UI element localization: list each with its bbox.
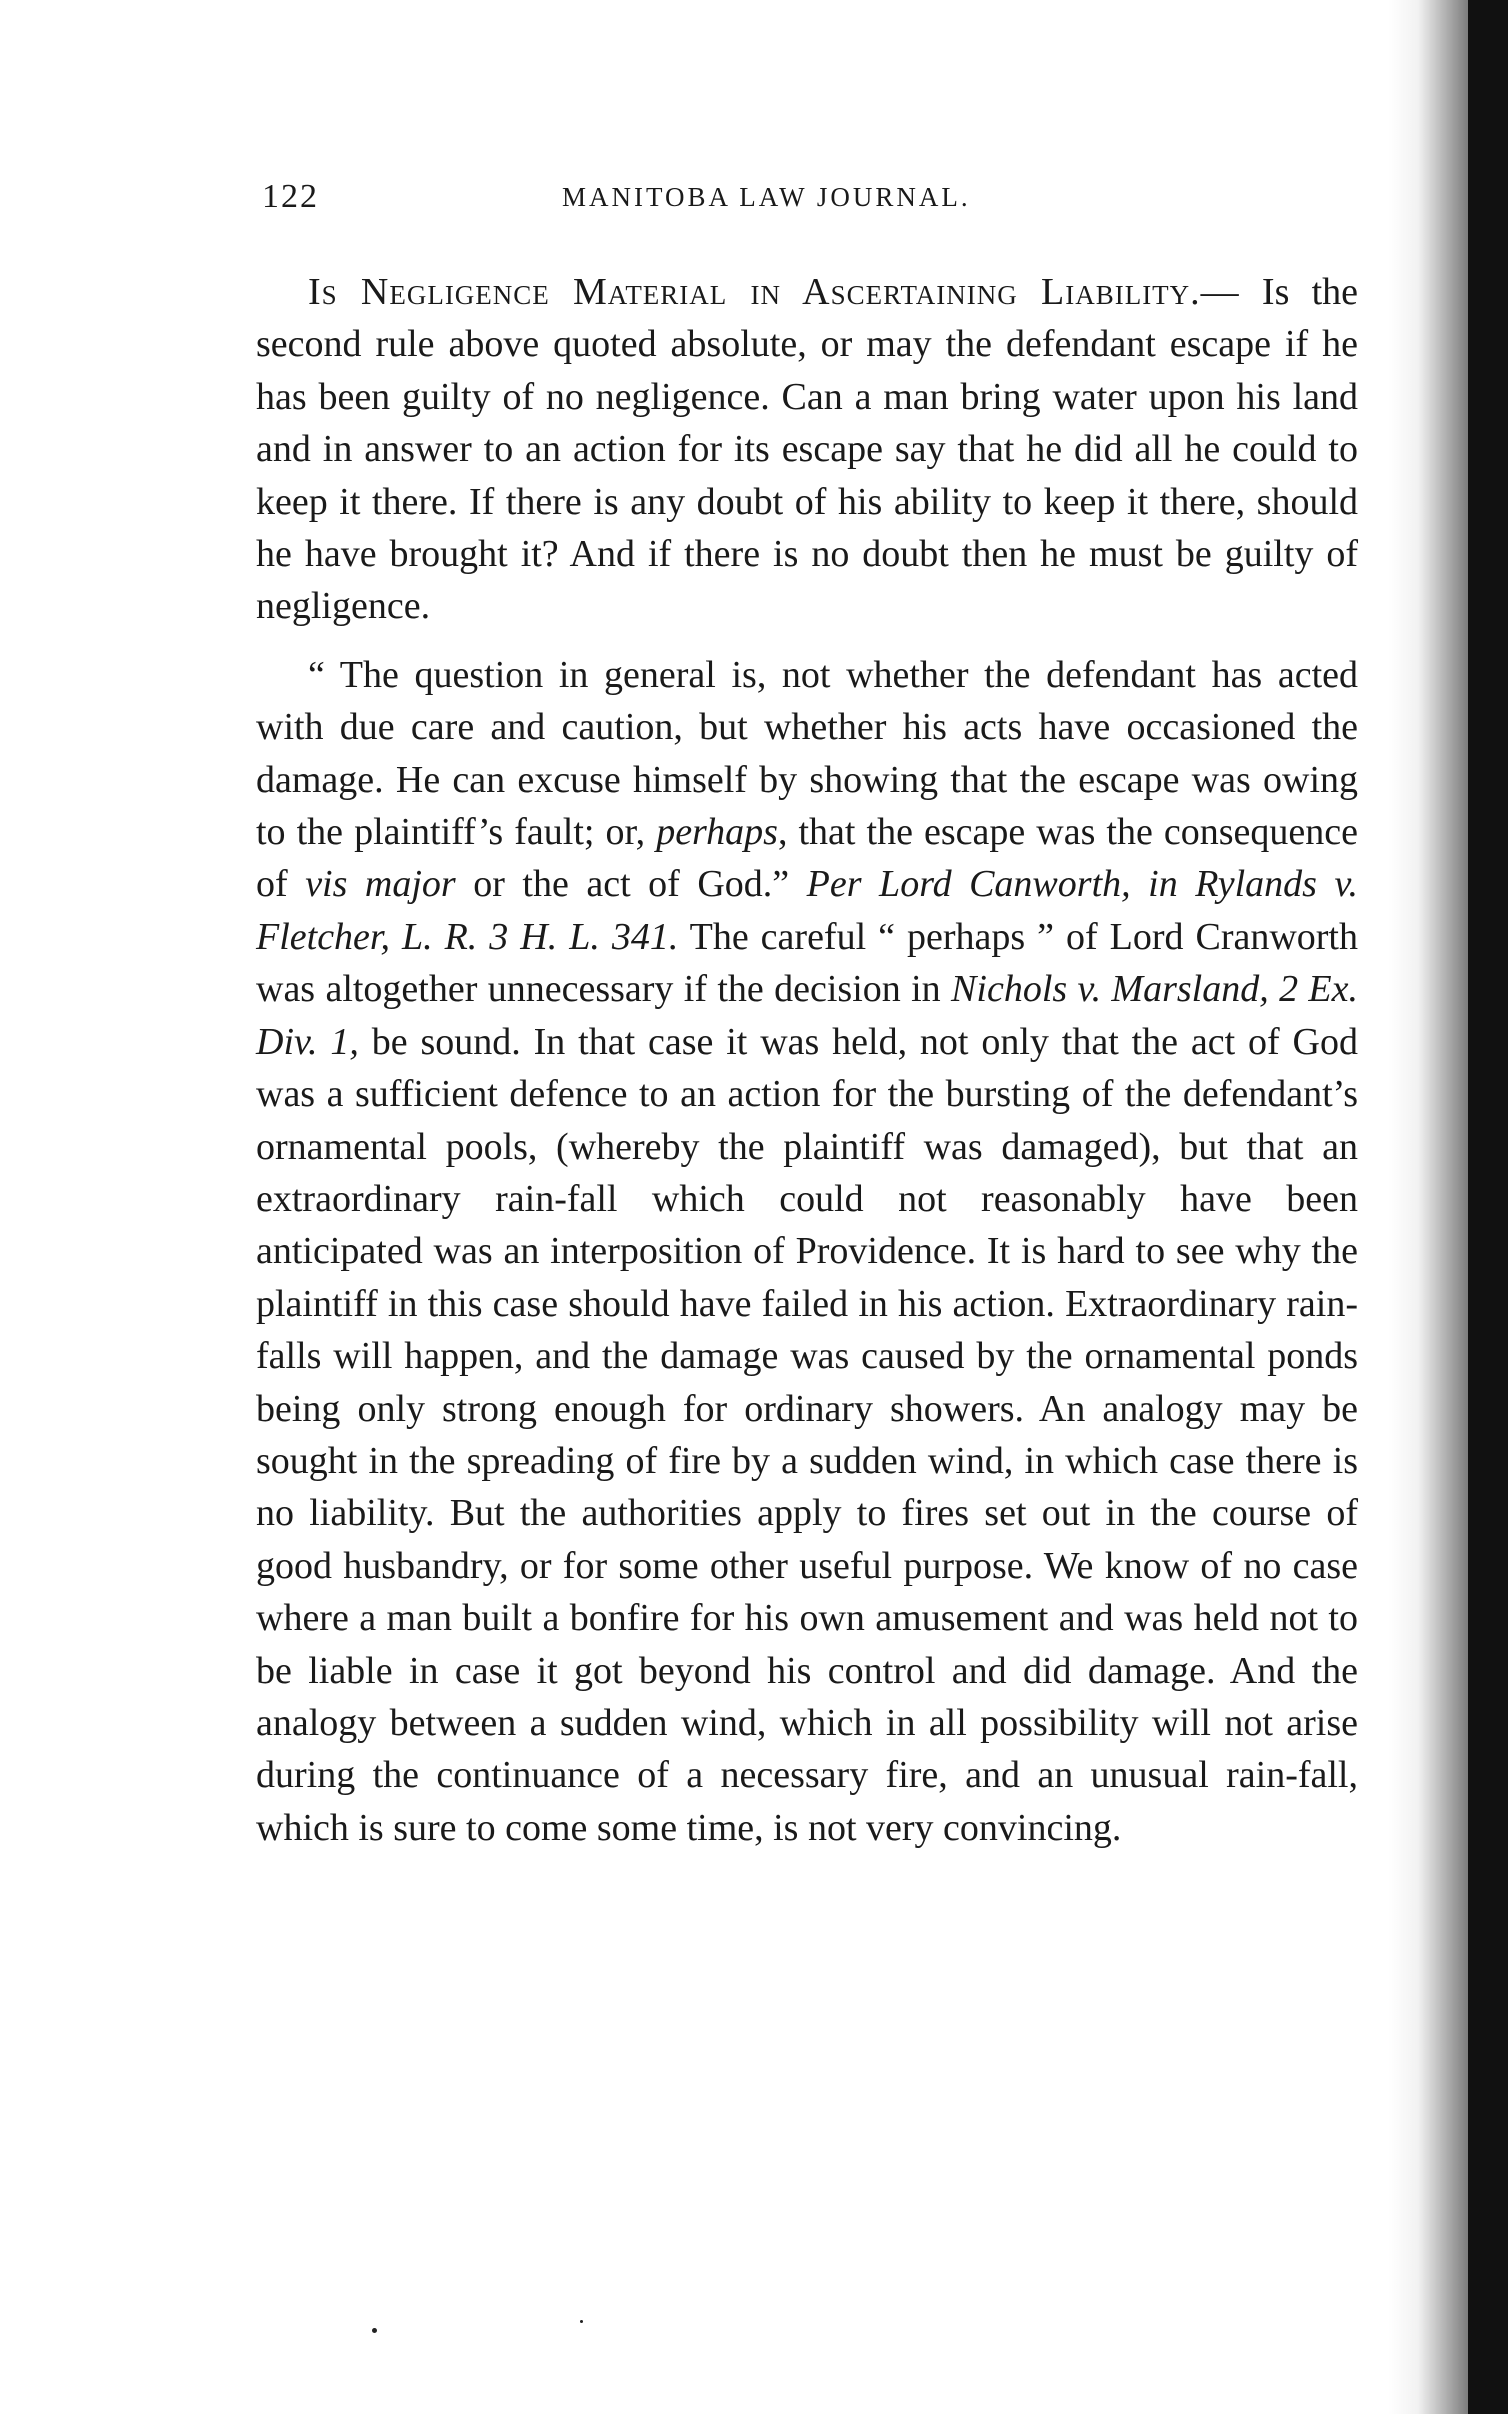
quote-text: or the act of God.”: [455, 863, 790, 906]
page-number: 122: [262, 178, 319, 215]
section-heading: Is Negligence Material in Ascertaining Liability.—: [308, 271, 1240, 313]
quote-text: “ The question in general is, not whether the defendant has acted with due care and caution, but whether his acts have occasioned the damage. He can excuse himself by showing that the escape was owing to the plaintiff’s fault; or,: [256, 653, 1358, 854]
case-citation-nichols: Nichols v. Marsland, 2 Ex. Div. 1,: [256, 968, 1359, 1063]
paragraph-negligence: [256, 266, 1358, 633]
print-speck: [580, 2320, 583, 2323]
print-speck: [372, 2328, 377, 2333]
paragraph-text: Is the second rule above quoted absolute, or may the defendant escape if he has been guilty of no negligence. Can a man bring water upon his land and in answer to an action for its escape say that he did all he could to keep it there. If there is any doubt of his ability to keep it there, should he have brought it? And if there is no doubt then he must be guilty of negligence.: [256, 271, 1359, 628]
page-body: [256, 266, 1358, 1854]
italic-vis-major: vis major: [305, 863, 456, 906]
page-header: [262, 178, 1362, 234]
running-title: MANITOBA LAW JOURNAL.: [562, 182, 971, 212]
case-citation: Per Lord Canworth, in Rylands v. Fletcher, L. R. 3 H. L. 341.: [256, 863, 1359, 958]
binding-gutter-edge: [1468, 0, 1508, 2414]
paragraph-quotation: [256, 649, 1358, 1854]
quote-text: , that the escape was the consequence of: [256, 811, 1358, 906]
italic-perhaps: perhaps: [656, 811, 778, 854]
quote-text: be sound. In that case it was held, not only that the act of God was a sufficient defence to an action for the bursting of the defendant’s ornamental pools, (whereby the plaintiff was damaged), but that an extraordinary rain-fall which could not reasonably have been anticipated was an interposition of Providence. It is hard to see why the plaintiff in this case should have failed in his action. Extraordinary rain-falls will happen, and the damage was caused by the ornamental ponds being only strong enough for ordinary showers. An analogy may be sought in the spreading of fire by a sudden wind, in which case there is no liability. But the authorities apply to fires set out in the course of good husbandry, or for some other useful purpose. We know of no case where a man built a bonfire for his own amusement and was held not to be liable in case it got beyond his control and did damage. And the analogy between a sudden wind, which in all possibility will not arise during the continuance of a necessary fire, and an unusual rain-fall, which is sure to come some time, is not very convincing.: [256, 1020, 1358, 1849]
quote-text: The careful “ perhaps ” of Lord Cranworth was altogether unnecessary if the decision in: [256, 915, 1358, 1011]
